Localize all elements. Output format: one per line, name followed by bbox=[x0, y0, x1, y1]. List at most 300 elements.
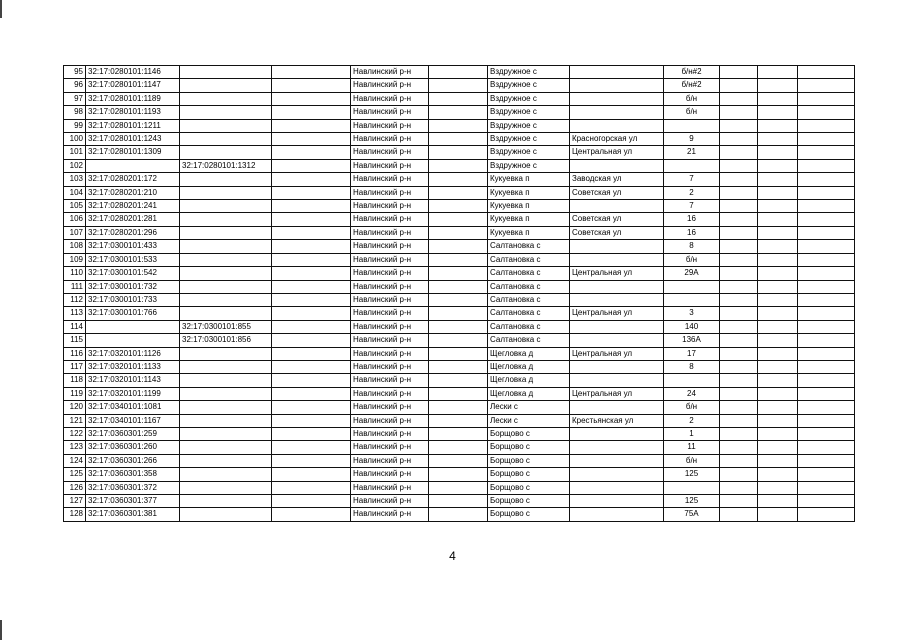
cell-cadastral-number: 32:17:0300101:733 bbox=[86, 293, 180, 306]
cell-house-number: б/н#2 bbox=[664, 66, 720, 79]
cell-house-number bbox=[664, 119, 720, 132]
cell-settlement: Салтановка с bbox=[488, 293, 570, 306]
cell-street bbox=[570, 360, 664, 373]
cell-district: Навлинский р-н bbox=[351, 79, 429, 92]
cell-street bbox=[570, 441, 664, 454]
cell-settlement: Кукуевка п bbox=[488, 200, 570, 213]
table-row bbox=[64, 280, 855, 293]
cell-district: Навлинский р-н bbox=[351, 401, 429, 414]
cell-cadastral-number-alt bbox=[180, 213, 272, 226]
cell-blank-col-12 bbox=[798, 360, 855, 373]
cell-cadastral-number-alt bbox=[180, 66, 272, 79]
table-row bbox=[64, 293, 855, 306]
cell-blank-col-12 bbox=[798, 226, 855, 239]
cell-blank-col-12 bbox=[798, 427, 855, 440]
cell-blank-col-6 bbox=[429, 320, 488, 333]
cell-cadastral-number bbox=[86, 334, 180, 347]
cell-house-number: б/н bbox=[664, 92, 720, 105]
cell-blank-col-4 bbox=[272, 468, 351, 481]
cell-blank-col-6 bbox=[429, 200, 488, 213]
cell-row-number: 126 bbox=[64, 481, 86, 494]
cell-settlement: Салтановка с bbox=[488, 334, 570, 347]
cell-cadastral-number: 32:17:0300101:433 bbox=[86, 240, 180, 253]
cell-cadastral-number-alt bbox=[180, 374, 272, 387]
table-row bbox=[64, 66, 855, 79]
page-number: 4 bbox=[449, 549, 456, 563]
cell-street bbox=[570, 468, 664, 481]
cell-settlement: Вздружное с bbox=[488, 66, 570, 79]
cell-blank-col-10 bbox=[720, 92, 758, 105]
cell-cadastral-number-alt bbox=[180, 267, 272, 280]
cell-settlement: Салтановка с bbox=[488, 253, 570, 266]
cell-blank-col-12 bbox=[798, 320, 855, 333]
cell-cadastral-number-alt bbox=[180, 226, 272, 239]
cell-cadastral-number-alt bbox=[180, 92, 272, 105]
cell-district: Навлинский р-н bbox=[351, 441, 429, 454]
cell-street: Советская ул bbox=[570, 213, 664, 226]
cell-house-number: б/н bbox=[664, 253, 720, 266]
cell-cadastral-number-alt bbox=[180, 293, 272, 306]
cell-district: Навлинский р-н bbox=[351, 387, 429, 400]
cell-row-number: 127 bbox=[64, 495, 86, 508]
cell-district: Навлинский р-н bbox=[351, 427, 429, 440]
cell-house-number: 125 bbox=[664, 468, 720, 481]
cell-blank-col-12 bbox=[798, 79, 855, 92]
cell-house-number: 1 bbox=[664, 427, 720, 440]
cell-blank-col-12 bbox=[798, 267, 855, 280]
cell-street bbox=[570, 495, 664, 508]
cell-blank-col-6 bbox=[429, 253, 488, 266]
cell-settlement: Лески с bbox=[488, 414, 570, 427]
cell-blank-col-6 bbox=[429, 146, 488, 159]
cell-cadastral-number bbox=[86, 159, 180, 172]
cell-row-number: 121 bbox=[64, 414, 86, 427]
cell-street: Центральная ул bbox=[570, 387, 664, 400]
cell-blank-col-12 bbox=[798, 186, 855, 199]
cell-blank-col-4 bbox=[272, 360, 351, 373]
cell-street: Центральная ул bbox=[570, 146, 664, 159]
cell-blank-col-4 bbox=[272, 186, 351, 199]
cell-blank-col-11 bbox=[758, 146, 798, 159]
cell-cadastral-number-alt bbox=[180, 240, 272, 253]
cell-blank-col-10 bbox=[720, 280, 758, 293]
cell-blank-col-10 bbox=[720, 240, 758, 253]
cell-blank-col-4 bbox=[272, 226, 351, 239]
cell-settlement: Салтановка с bbox=[488, 240, 570, 253]
cell-blank-col-11 bbox=[758, 200, 798, 213]
cell-settlement: Щегловка д bbox=[488, 360, 570, 373]
cell-settlement: Кукуевка п bbox=[488, 173, 570, 186]
cell-street bbox=[570, 293, 664, 306]
cell-cadastral-number: 32:17:0280101:1189 bbox=[86, 92, 180, 105]
cell-blank-col-6 bbox=[429, 374, 488, 387]
cell-cadastral-number-alt bbox=[180, 106, 272, 119]
cell-blank-col-10 bbox=[720, 441, 758, 454]
cell-blank-col-11 bbox=[758, 240, 798, 253]
cell-street bbox=[570, 79, 664, 92]
table-row bbox=[64, 213, 855, 226]
cell-blank-col-4 bbox=[272, 441, 351, 454]
cell-settlement: Борщово с bbox=[488, 427, 570, 440]
cell-street: Красногорская ул bbox=[570, 133, 664, 146]
cell-blank-col-4 bbox=[272, 414, 351, 427]
cell-blank-col-6 bbox=[429, 454, 488, 467]
cell-blank-col-12 bbox=[798, 106, 855, 119]
cell-cadastral-number-alt bbox=[180, 79, 272, 92]
cell-house-number: 2 bbox=[664, 414, 720, 427]
cell-cadastral-number-alt bbox=[180, 119, 272, 132]
cell-cadastral-number: 32:17:0320101:1143 bbox=[86, 374, 180, 387]
cell-blank-col-12 bbox=[798, 374, 855, 387]
cell-blank-col-4 bbox=[272, 307, 351, 320]
cell-blank-col-11 bbox=[758, 454, 798, 467]
cell-blank-col-11 bbox=[758, 226, 798, 239]
cell-cadastral-number-alt bbox=[180, 173, 272, 186]
cell-street bbox=[570, 280, 664, 293]
cell-street bbox=[570, 454, 664, 467]
cell-settlement: Щегловка д bbox=[488, 374, 570, 387]
cell-blank-col-12 bbox=[798, 334, 855, 347]
cell-blank-col-10 bbox=[720, 454, 758, 467]
cell-street bbox=[570, 240, 664, 253]
cell-blank-col-6 bbox=[429, 280, 488, 293]
table-row bbox=[64, 454, 855, 467]
cell-house-number: б/н bbox=[664, 454, 720, 467]
cell-district: Навлинский р-н bbox=[351, 66, 429, 79]
cell-district: Навлинский р-н bbox=[351, 320, 429, 333]
cell-blank-col-11 bbox=[758, 293, 798, 306]
cell-street bbox=[570, 334, 664, 347]
cell-row-number: 117 bbox=[64, 360, 86, 373]
cell-settlement: Салтановка с bbox=[488, 267, 570, 280]
cell-cadastral-number-alt: 32:17:0280101:1312 bbox=[180, 159, 272, 172]
page-edge-mark-top bbox=[0, 0, 2, 18]
table-row bbox=[64, 347, 855, 360]
cell-blank-col-10 bbox=[720, 159, 758, 172]
cell-row-number: 118 bbox=[64, 374, 86, 387]
cell-blank-col-10 bbox=[720, 253, 758, 266]
cell-blank-col-6 bbox=[429, 468, 488, 481]
cell-row-number: 96 bbox=[64, 79, 86, 92]
table-row bbox=[64, 133, 855, 146]
cell-blank-col-6 bbox=[429, 414, 488, 427]
cell-cadastral-number: 32:17:0280201:210 bbox=[86, 186, 180, 199]
cell-blank-col-11 bbox=[758, 495, 798, 508]
page-edge-mark-bottom bbox=[0, 620, 2, 640]
cell-blank-col-4 bbox=[272, 79, 351, 92]
cell-blank-col-11 bbox=[758, 441, 798, 454]
table-row bbox=[64, 240, 855, 253]
cell-blank-col-4 bbox=[272, 481, 351, 494]
cell-street bbox=[570, 320, 664, 333]
cell-blank-col-4 bbox=[272, 427, 351, 440]
cell-cadastral-number: 32:17:0360301:377 bbox=[86, 495, 180, 508]
cell-house-number: 140 bbox=[664, 320, 720, 333]
cell-house-number: 8 bbox=[664, 240, 720, 253]
cell-blank-col-12 bbox=[798, 401, 855, 414]
cell-blank-col-12 bbox=[798, 454, 855, 467]
cell-blank-col-4 bbox=[272, 159, 351, 172]
cell-house-number: 2 bbox=[664, 186, 720, 199]
cell-cadastral-number-alt bbox=[180, 441, 272, 454]
register-table bbox=[63, 65, 855, 522]
cell-row-number: 105 bbox=[64, 200, 86, 213]
cell-row-number: 110 bbox=[64, 267, 86, 280]
cell-street: Центральная ул bbox=[570, 347, 664, 360]
cell-blank-col-4 bbox=[272, 240, 351, 253]
cell-blank-col-6 bbox=[429, 441, 488, 454]
cell-street bbox=[570, 66, 664, 79]
register-table-body bbox=[64, 66, 855, 522]
cell-row-number: 107 bbox=[64, 226, 86, 239]
cell-blank-col-10 bbox=[720, 226, 758, 239]
cell-blank-col-12 bbox=[798, 347, 855, 360]
cell-blank-col-12 bbox=[798, 159, 855, 172]
cell-settlement: Вздружное с bbox=[488, 79, 570, 92]
cell-cadastral-number-alt bbox=[180, 146, 272, 159]
cell-blank-col-6 bbox=[429, 387, 488, 400]
cell-house-number: 29А bbox=[664, 267, 720, 280]
cell-blank-col-12 bbox=[798, 307, 855, 320]
cell-cadastral-number: 32:17:0360301:266 bbox=[86, 454, 180, 467]
cell-blank-col-6 bbox=[429, 66, 488, 79]
cell-blank-col-10 bbox=[720, 119, 758, 132]
cell-blank-col-4 bbox=[272, 374, 351, 387]
cell-settlement: Кукуевка п bbox=[488, 186, 570, 199]
cell-blank-col-11 bbox=[758, 320, 798, 333]
cell-blank-col-6 bbox=[429, 401, 488, 414]
cell-settlement: Кукуевка п bbox=[488, 213, 570, 226]
cell-blank-col-11 bbox=[758, 253, 798, 266]
cell-cadastral-number: 32:17:0300101:542 bbox=[86, 267, 180, 280]
table-row bbox=[64, 79, 855, 92]
cell-blank-col-11 bbox=[758, 374, 798, 387]
cell-cadastral-number: 32:17:0320101:1126 bbox=[86, 347, 180, 360]
cell-blank-col-4 bbox=[272, 401, 351, 414]
cell-district: Навлинский р-н bbox=[351, 92, 429, 105]
cell-blank-col-12 bbox=[798, 133, 855, 146]
table-row bbox=[64, 226, 855, 239]
cell-cadastral-number-alt bbox=[180, 414, 272, 427]
cell-blank-col-12 bbox=[798, 508, 855, 521]
table-row bbox=[64, 374, 855, 387]
cell-blank-col-11 bbox=[758, 334, 798, 347]
cell-blank-col-10 bbox=[720, 307, 758, 320]
cell-row-number: 123 bbox=[64, 441, 86, 454]
cell-house-number: 75А bbox=[664, 508, 720, 521]
cell-house-number: 8 bbox=[664, 360, 720, 373]
cell-blank-col-4 bbox=[272, 173, 351, 186]
cell-house-number bbox=[664, 374, 720, 387]
cell-street bbox=[570, 159, 664, 172]
cell-district: Навлинский р-н bbox=[351, 226, 429, 239]
cell-row-number: 108 bbox=[64, 240, 86, 253]
cell-blank-col-11 bbox=[758, 159, 798, 172]
cell-row-number: 109 bbox=[64, 253, 86, 266]
cell-district: Навлинский р-н bbox=[351, 347, 429, 360]
cell-blank-col-10 bbox=[720, 481, 758, 494]
cell-cadastral-number bbox=[86, 320, 180, 333]
cell-blank-col-10 bbox=[720, 186, 758, 199]
cell-blank-col-12 bbox=[798, 240, 855, 253]
cell-cadastral-number: 32:17:0280101:1211 bbox=[86, 119, 180, 132]
cell-settlement: Вздружное с bbox=[488, 146, 570, 159]
cell-blank-col-10 bbox=[720, 213, 758, 226]
cell-blank-col-10 bbox=[720, 347, 758, 360]
cell-district: Навлинский р-н bbox=[351, 468, 429, 481]
table-row bbox=[64, 401, 855, 414]
cell-blank-col-11 bbox=[758, 401, 798, 414]
cell-blank-col-4 bbox=[272, 253, 351, 266]
cell-district: Навлинский р-н bbox=[351, 481, 429, 494]
cell-cadastral-number-alt: 32:17:0300101:856 bbox=[180, 334, 272, 347]
table-row bbox=[64, 307, 855, 320]
cell-blank-col-6 bbox=[429, 119, 488, 132]
cell-blank-col-11 bbox=[758, 186, 798, 199]
cell-blank-col-6 bbox=[429, 226, 488, 239]
cell-settlement: Вздружное с bbox=[488, 133, 570, 146]
cell-cadastral-number: 32:17:0360301:358 bbox=[86, 468, 180, 481]
cell-cadastral-number-alt bbox=[180, 253, 272, 266]
cell-settlement: Салтановка с bbox=[488, 307, 570, 320]
cell-cadastral-number-alt bbox=[180, 200, 272, 213]
cell-blank-col-6 bbox=[429, 267, 488, 280]
cell-row-number: 103 bbox=[64, 173, 86, 186]
cell-blank-col-11 bbox=[758, 106, 798, 119]
cell-row-number: 111 bbox=[64, 280, 86, 293]
cell-row-number: 104 bbox=[64, 186, 86, 199]
cell-house-number bbox=[664, 293, 720, 306]
cell-blank-col-11 bbox=[758, 119, 798, 132]
cell-cadastral-number: 32:17:0360301:381 bbox=[86, 508, 180, 521]
cell-settlement: Лески с bbox=[488, 401, 570, 414]
cell-house-number: 11 bbox=[664, 441, 720, 454]
cell-blank-col-12 bbox=[798, 119, 855, 132]
cell-blank-col-10 bbox=[720, 146, 758, 159]
cell-blank-col-6 bbox=[429, 508, 488, 521]
cell-blank-col-4 bbox=[272, 495, 351, 508]
table-row bbox=[64, 92, 855, 105]
cell-blank-col-4 bbox=[272, 387, 351, 400]
cell-cadastral-number-alt bbox=[180, 347, 272, 360]
cell-blank-col-11 bbox=[758, 414, 798, 427]
cell-house-number: 16 bbox=[664, 226, 720, 239]
cell-blank-col-10 bbox=[720, 66, 758, 79]
table-row bbox=[64, 468, 855, 481]
cell-house-number: 125 bbox=[664, 495, 720, 508]
cell-district: Навлинский р-н bbox=[351, 173, 429, 186]
cell-house-number: б/н#2 bbox=[664, 79, 720, 92]
cell-row-number: 115 bbox=[64, 334, 86, 347]
table-row bbox=[64, 360, 855, 373]
cell-cadastral-number-alt bbox=[180, 186, 272, 199]
cell-district: Навлинский р-н bbox=[351, 267, 429, 280]
cell-row-number: 106 bbox=[64, 213, 86, 226]
cell-settlement: Борщово с bbox=[488, 454, 570, 467]
cell-blank-col-4 bbox=[272, 280, 351, 293]
cell-blank-col-4 bbox=[272, 293, 351, 306]
cell-street: Центральная ул bbox=[570, 307, 664, 320]
cell-row-number: 116 bbox=[64, 347, 86, 360]
cell-blank-col-12 bbox=[798, 495, 855, 508]
cell-settlement: Борщово с bbox=[488, 468, 570, 481]
cell-blank-col-6 bbox=[429, 481, 488, 494]
cell-blank-col-11 bbox=[758, 66, 798, 79]
cell-blank-col-4 bbox=[272, 133, 351, 146]
cell-cadastral-number: 32:17:0320101:1133 bbox=[86, 360, 180, 373]
cell-blank-col-11 bbox=[758, 280, 798, 293]
cell-cadastral-number: 32:17:0300101:732 bbox=[86, 280, 180, 293]
cell-house-number bbox=[664, 159, 720, 172]
cell-cadastral-number: 32:17:0320101:1199 bbox=[86, 387, 180, 400]
cell-street bbox=[570, 508, 664, 521]
cell-blank-col-6 bbox=[429, 360, 488, 373]
cell-district: Навлинский р-н bbox=[351, 454, 429, 467]
cell-blank-col-10 bbox=[720, 508, 758, 521]
cell-blank-col-11 bbox=[758, 427, 798, 440]
cell-blank-col-10 bbox=[720, 414, 758, 427]
cell-cadastral-number-alt bbox=[180, 280, 272, 293]
cell-settlement: Вздружное с bbox=[488, 92, 570, 105]
cell-blank-col-11 bbox=[758, 92, 798, 105]
cell-blank-col-12 bbox=[798, 441, 855, 454]
cell-blank-col-12 bbox=[798, 481, 855, 494]
cell-blank-col-12 bbox=[798, 173, 855, 186]
cell-row-number: 122 bbox=[64, 427, 86, 440]
cell-house-number: б/н bbox=[664, 401, 720, 414]
cell-settlement: Борщово с bbox=[488, 481, 570, 494]
cell-blank-col-4 bbox=[272, 106, 351, 119]
cell-blank-col-6 bbox=[429, 173, 488, 186]
cell-row-number: 114 bbox=[64, 320, 86, 333]
table-row bbox=[64, 173, 855, 186]
cell-house-number: 7 bbox=[664, 200, 720, 213]
cell-blank-col-6 bbox=[429, 495, 488, 508]
cell-cadastral-number: 32:17:0280101:1146 bbox=[86, 66, 180, 79]
cell-row-number: 120 bbox=[64, 401, 86, 414]
cell-cadastral-number-alt bbox=[180, 495, 272, 508]
cell-blank-col-4 bbox=[272, 213, 351, 226]
cell-blank-col-10 bbox=[720, 360, 758, 373]
cell-street bbox=[570, 106, 664, 119]
cell-row-number: 119 bbox=[64, 387, 86, 400]
cell-blank-col-12 bbox=[798, 280, 855, 293]
table-row bbox=[64, 427, 855, 440]
cell-settlement: Щегловка д bbox=[488, 387, 570, 400]
cell-street bbox=[570, 92, 664, 105]
cell-blank-col-4 bbox=[272, 334, 351, 347]
cell-settlement: Борщово с bbox=[488, 508, 570, 521]
cell-street: Крестьянская ул bbox=[570, 414, 664, 427]
cell-district: Навлинский р-н bbox=[351, 133, 429, 146]
cell-house-number: 24 bbox=[664, 387, 720, 400]
cell-district: Навлинский р-н bbox=[351, 414, 429, 427]
cell-blank-col-4 bbox=[272, 119, 351, 132]
cell-row-number: 99 bbox=[64, 119, 86, 132]
cell-blank-col-12 bbox=[798, 146, 855, 159]
table-row bbox=[64, 387, 855, 400]
cell-blank-col-10 bbox=[720, 495, 758, 508]
cell-row-number: 113 bbox=[64, 307, 86, 320]
cell-blank-col-6 bbox=[429, 133, 488, 146]
cell-district: Навлинский р-н bbox=[351, 360, 429, 373]
cell-blank-col-12 bbox=[798, 387, 855, 400]
cell-district: Навлинский р-н bbox=[351, 186, 429, 199]
cell-blank-col-11 bbox=[758, 508, 798, 521]
cell-house-number: 21 bbox=[664, 146, 720, 159]
cell-blank-col-6 bbox=[429, 79, 488, 92]
cell-cadastral-number: 32:17:0360301:260 bbox=[86, 441, 180, 454]
